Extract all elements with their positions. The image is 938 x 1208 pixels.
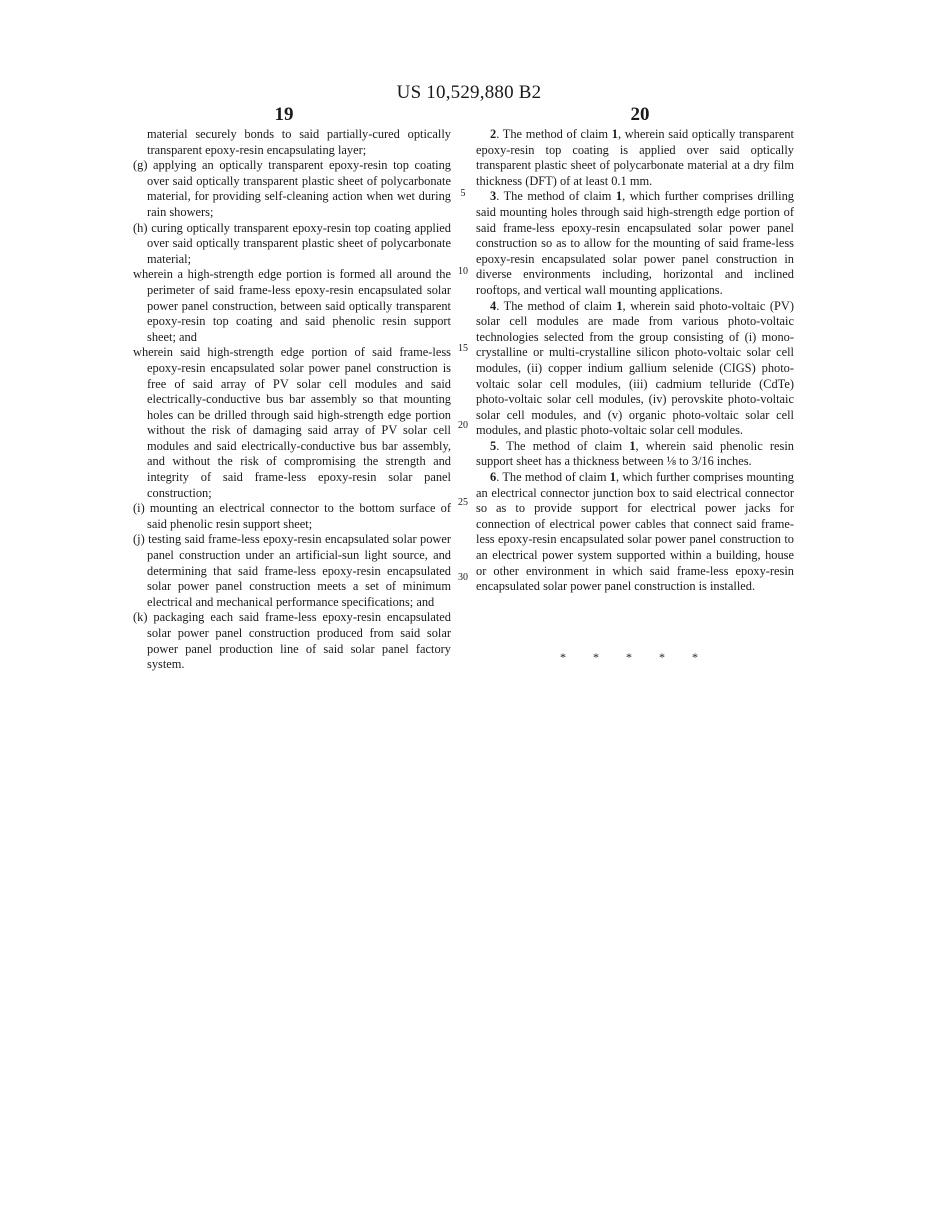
line-number: 10 <box>458 266 468 277</box>
claim-3: 3. The method of claim 1, which further comprises drilling said mounting holes through said high-strength edge portion of said frame-less epoxy-resin encapsulated solar power panel construction so as to allow for the mounting of said frame-less epoxy-resin encapsulated solar power panel construction in diverse environments including, horizontal and inclined rooftops, and vertical wall mounting applications. <box>476 189 794 297</box>
claim-4: 4. The method of claim 1, wherein said photo-voltaic (PV) solar cell modules are made from various photo-voltaic technologies selected from the group consisting of (i) mono-crystalline or multi-crystalline silicon photo-voltaic solar cell modules, (ii) copper indium gallium selenide (CIGS) photo-voltaic solar cell modules, (iii) cadmium telluride (CdTe) photo-voltaic solar cell modules, (iv) perovskite photo-voltaic solar cell modules, and (v) organic photo-voltaic solar cell modules, and plastic photo-voltaic solar cell modules. <box>476 298 795 438</box>
claim-step-k: (k) packaging each said frame-less epoxy-resin encapsulated solar power panel construction produced from said solar power panel production line of said solar panel factory system. <box>133 610 451 672</box>
line-number: 20 <box>458 420 468 431</box>
wherein-clause: wherein a high-strength edge portion is formed all around the perimeter of said frame-less epoxy-resin encapsulated solar power panel construction, between said optically transparent epoxy-resin top coating and said phenolic resin support sheet; and <box>133 267 451 344</box>
line-number: 15 <box>458 343 468 354</box>
patent-number: US 10,529,880 B2 <box>396 82 542 103</box>
line-number: 25 <box>458 497 468 508</box>
paragraph: material securely bonds to said partially-cured optically transparent epoxy-resin encapsulating layer; <box>147 127 451 157</box>
claim-step-g: (g) applying an optically transparent epoxy-resin top coating over said optically transparent plastic sheet of polycarbonate material, for providing self-cleaning action when wet during rain showers; <box>133 158 451 219</box>
right-column-number: 20 <box>630 104 650 125</box>
wherein-clause: wherein said high-strength edge portion of said frame-less epoxy-resin encapsulated solar power panel construction is free of said array of PV solar cell modules and said electrically-conductive bus bar assembly so that mounting holes can be drilled through said high-strength edge portion without the risk of damaging said array of PV solar cell modules and said electrically-conductive bus bar assembly, and without the risk of compromising the strength and integrity of said frame-less epoxy-resin solar panel construction; <box>133 345 451 500</box>
claim-6: 6. The method of claim 1, which further comprises mounting an electrical connector junction box to said electrical connector so as to provide support for electrical power jacks for connection of electrical power cables that connect said frame-less epoxy-resin encapsulated solar power panel construction to an electrical power system supported within a building, house or other environment in which said frame-less epoxy-resin encapsulated solar power panel construction is installed. <box>476 470 794 594</box>
claim-step-j: (j) testing said frame-less epoxy-resin encapsulated solar power panel construction under an artificial-sun light source, and determining that said frame-less epoxy-resin encapsulated solar power panel construction meets a set of minimum electrical and mechanical performance specifications; and <box>133 532 451 609</box>
claim-step-h: (h) curing optically transparent epoxy-resin top coating applied over said optically transparent plastic sheet of polycarbonate material; <box>133 220 451 266</box>
line-number: 30 <box>458 572 468 583</box>
line-number: 5 <box>460 188 466 199</box>
claim-5: 5. The method of claim 1, wherein said phenolic resin support sheet has a thickness between ⅛ to 3/16 inches. <box>476 438 794 469</box>
end-of-document-marker: * * * * * <box>560 650 710 664</box>
claim-step-i: (i) mounting an electrical connector to the bottom surface of said phenolic resin support sheet; <box>133 501 451 531</box>
right-text-column <box>476 127 794 595</box>
left-text-column <box>133 127 451 673</box>
left-column-number: 19 <box>274 104 294 125</box>
claim-2: 2. The method of claim 1, wherein said optically transparent epoxy-resin top coating is applied over said optically transparent plastic sheet of polycarbonate material at a dry film thickness (DFT) of at least 0.1 mm. <box>476 127 794 188</box>
